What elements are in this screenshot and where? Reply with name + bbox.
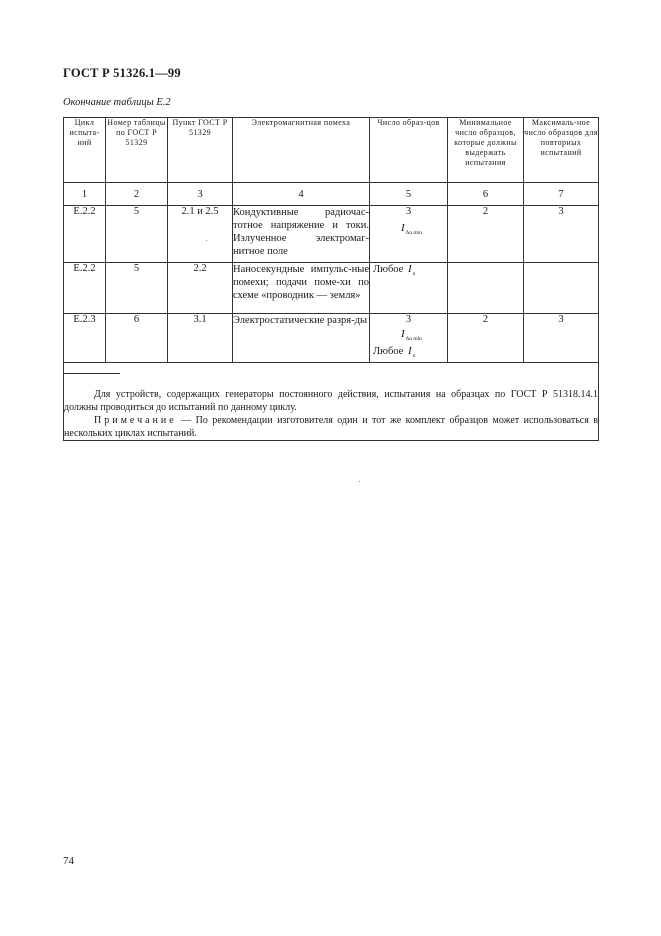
cycle-cell: Е.2.3 (64, 314, 106, 363)
table-number-cell: 5 (106, 263, 168, 314)
column-number: 2 (106, 183, 168, 206)
table-row (64, 263, 599, 314)
min-pass-cell: 2 (448, 314, 524, 363)
column-number: 6 (448, 183, 524, 206)
test-cycles-table (63, 117, 599, 441)
any-level-line: Любое $I_n$ (373, 345, 416, 359)
note-paragraph (64, 414, 598, 440)
header-max-retest: Максималь-ное число образцов для повторных испытаний (524, 118, 599, 183)
interference-cell: Электростатические разря-ды (233, 314, 370, 363)
notes-row (64, 363, 599, 441)
column-number-row (64, 183, 599, 206)
footnote-divider (64, 373, 120, 374)
table-caption: Окончание таблицы Е.2 (63, 97, 171, 108)
header-interference: Электромагнитная помеха (233, 118, 370, 183)
level-symbol: $I_{\Delta n min}$ (401, 328, 422, 342)
header-table-number: Номер таблицы по ГОСТ Р 51329 (106, 118, 168, 183)
note-label: Примечание (94, 415, 177, 426)
column-number: 5 (370, 183, 448, 206)
min-pass-cell: 2 (448, 206, 524, 263)
scan-speck (206, 240, 207, 241)
header-clause: Пункт ГОСТ Р 51329 (168, 118, 233, 183)
column-number: 7 (524, 183, 599, 206)
sample-count-value: 3 (405, 206, 412, 217)
sample-count-cell (370, 314, 448, 363)
max-retest-cell: 3 (524, 314, 599, 363)
column-number: 3 (168, 183, 233, 206)
max-retest-cell: 3 (524, 206, 599, 263)
sample-count-cell (370, 206, 448, 263)
min-pass-cell (448, 263, 524, 314)
page-number: 74 (63, 855, 74, 867)
header-cycle: Цикл испыта-ний (64, 118, 106, 183)
clause-cell: 2.2 (168, 263, 233, 314)
sample-count-cell (370, 263, 448, 314)
clause-cell: 2.1 и 2.5 (168, 206, 233, 263)
sample-count-value: 3 (405, 314, 412, 325)
any-level-line: Любое $I_n$ (373, 263, 416, 277)
table-number-cell: 5 (106, 206, 168, 263)
header-sample-count: Число образ-цов (370, 118, 448, 183)
interference-cell: Наносекундные импульс-ные помехи; подачи поме-хи по схеме «проводник — земля» (233, 263, 370, 314)
table-row (64, 314, 599, 363)
max-retest-cell (524, 263, 599, 314)
table-row (64, 206, 599, 263)
scan-speck (359, 481, 360, 482)
interference-cell: Кондуктивные радиочас-тотное напряжение и токи. Излученное электромаг-нитное поле (233, 206, 370, 263)
document-title: ГОСТ Р 51326.1—99 (63, 66, 181, 80)
cycle-cell: Е.2.2 (64, 263, 106, 314)
column-number: 1 (64, 183, 106, 206)
column-number: 4 (233, 183, 370, 206)
header-min-pass: Минимальное число образцов, которые должны выдержать испытания (448, 118, 524, 183)
notes-cell (64, 363, 599, 441)
header-row (64, 118, 599, 183)
clause-cell: 3.1 (168, 314, 233, 363)
table-number-cell: 6 (106, 314, 168, 363)
note-text: — По рекомендации изготовителя один и тот же комплект образцов может использоваться в нескольких циклах испытаний. (64, 415, 598, 439)
footnote-paragraph: Для устройств, содержащих генераторы постоянного действия, испытания на образцах по ГОСТ Р 51318.14.1 должны проводиться до испытаний по данному циклу. (64, 389, 598, 413)
cycle-cell: Е.2.2 (64, 206, 106, 263)
level-symbol: $I_{\Delta n min}$ (401, 222, 422, 236)
